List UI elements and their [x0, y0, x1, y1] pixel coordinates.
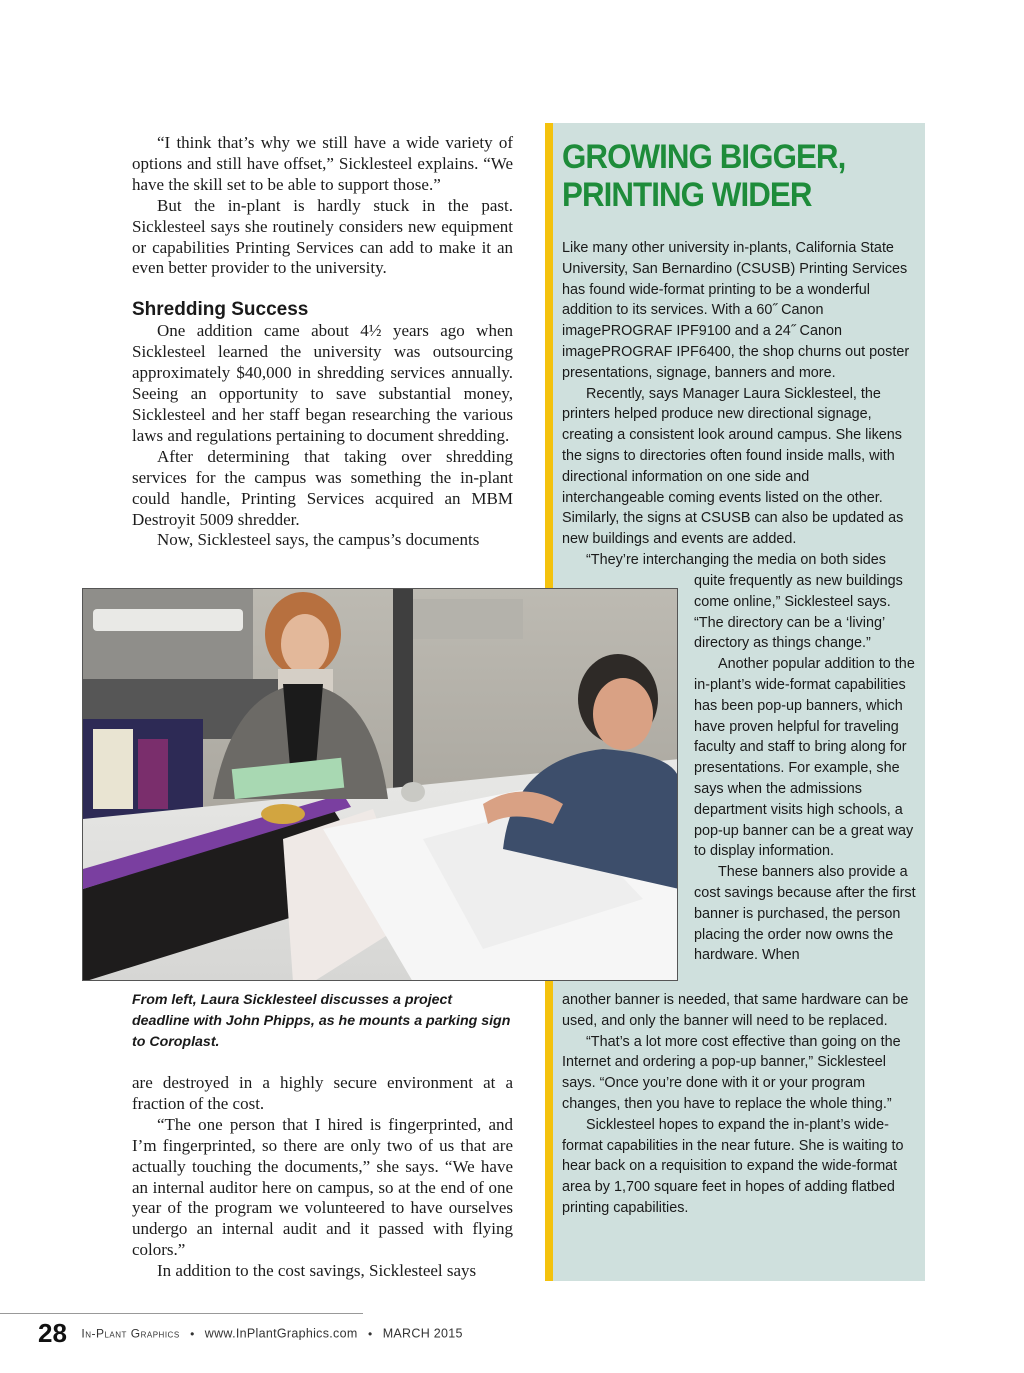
sidebar-paragraph: Another popular addition to the in-plant’s wide-format capabilities has been pop-up banners, which have proven helpful for traveling faculty and staff to bring along for presentations. For example, she says when the admissions department visits high schools, a pop-up banner can be a great way to display information.	[694, 656, 915, 860]
body-paragraph: But the in-plant is hardly stuck in the past. Sicklesteel says she routinely considers new equipment or capabilities Printing Services can add to make it an even better provider to the university.	[132, 195, 513, 278]
sidebar-paragraph: Recently, says Manager Laura Sicklesteel, the printers helped produce new directional signage, creating a consistent look around campus. She likens the signs to directories often found inside malls, with directional information on one side and interchangeable coming events listed on the other. Similarly, the signs at CSUSB can also be updated as new buildings and events are added.	[562, 385, 904, 548]
article-column-bottom	[132, 1073, 513, 1282]
sidebar-paragraph: These banners also provide a cost savings because after the first banner is purchased, the person placing the order now owns the hardware. When	[694, 864, 916, 964]
publication-name: In-Plant Graphics	[81, 1326, 180, 1341]
article-photo	[82, 588, 678, 981]
sidebar-paragraph: “They’re interchanging the media on both sides	[586, 551, 886, 568]
sidebar-text-full	[562, 238, 912, 571]
photo-illustration	[83, 589, 678, 981]
sidebar-title-line: GROWING BIGGER,	[562, 138, 846, 176]
footer-separator: •	[368, 1326, 373, 1341]
body-paragraph: are destroyed in a highly secure environment at a fraction of the cost.	[132, 1073, 513, 1113]
sidebar-paragraph: “That’s a lot more cost effective than going on the Internet and ordering a pop-up banner,” Sicklesteel says. “Once you’re done with it or your program changes, then you have to replace the whole thing.”	[562, 1033, 901, 1112]
sidebar-text-wrap	[694, 571, 916, 966]
article-column-top	[132, 133, 513, 551]
body-paragraph: Now, Sicklesteel says, the campus’s documents	[157, 530, 480, 550]
body-paragraph: One addition came about 4½ years ago when Sicklesteel learned the university was outsourcing approximately $40,000 in shredding services annually. Seeing an opportunity to save substantial money, Sicklesteel and her staff began researching the various laws and regulations pertaining to document shredding.	[132, 321, 513, 445]
body-paragraph: “I think that’s why we still have a wide variety of options and still have offset,” Sicklesteel explains. “We have the skill set to be able to support those.”	[132, 133, 513, 194]
sidebar-title	[562, 138, 884, 214]
body-paragraph: In addition to the cost savings, Sicklesteel says	[157, 1261, 477, 1281]
sidebar-paragraph: Like many other university in-plants, California State University, San Bernardino (CSUSB) Printing Services has found wide-format printing to be a wonderful addition to its services. With a 60˝ Canon imagePROGRAF IPF9100 and a 24˝ Canon imagePROGRAF IPF6400, the shop churns out poster presentations, signage, banners and more.	[562, 240, 910, 381]
footer-separator: •	[190, 1326, 195, 1341]
body-paragraph: After determining that taking over shredding services for the campus was something the in-plant could handle, Printing Services acquired an MBM Destroyit 5009 shredder.	[132, 446, 513, 529]
sidebar-paragraph: Sicklesteel hopes to expand the in-plant’s wide-format capabilities in the near future. She is waiting to hear back on a requisition to expand the wide-format area by 1,700 square feet in hopes of adding flatbed printing capabilities.	[562, 1116, 904, 1216]
page-number: 28	[38, 1318, 67, 1348]
photo-caption: From left, Laura Sicklesteel discusses a project deadline with John Phipps, as he mounts a parking sign to Coroplast.	[132, 992, 511, 1050]
sidebar-paragraph: another banner is needed, that same hardware can be used, and only the banner will need to be replaced.	[562, 992, 909, 1029]
sidebar-text-full	[562, 990, 912, 1219]
body-paragraph: “The one person that I hired is fingerprinted, and I’m fingerprinted, so there are only two of us that are actually touching the documents,” she says. “We have an internal auditor here on campus, so at the end of one year of the program we volunteered to have ourselves undergo an internal audit and it passed with flying colors.”	[132, 1114, 513, 1260]
sidebar-title-line: PRINTING WIDER	[562, 176, 812, 214]
section-subhead: Shredding Success	[132, 299, 309, 321]
publication-url: www.InPlantGraphics.com	[204, 1326, 358, 1341]
page-footer	[38, 1318, 463, 1349]
sidebar-paragraph: quite frequently as new buildings come online,” Sicklesteel says. “The directory can be a ‘living’ directory as things change.”	[694, 573, 903, 652]
footer-rule	[0, 1313, 363, 1314]
issue-date: MARCH 2015	[382, 1326, 463, 1341]
